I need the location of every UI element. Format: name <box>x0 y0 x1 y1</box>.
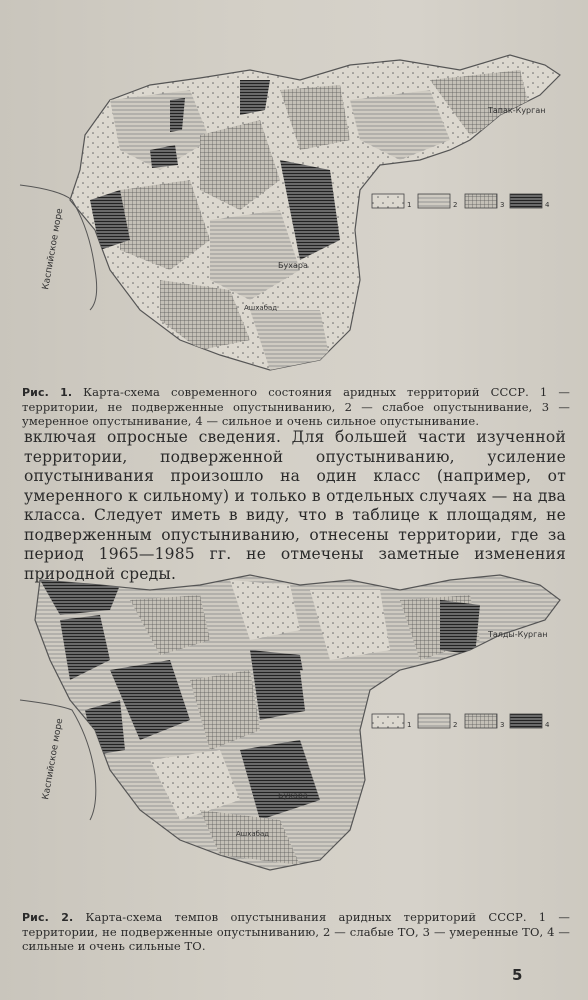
figure2-legend-swatch-4 <box>510 714 542 728</box>
figure2-city-mid: Бухара <box>278 791 308 800</box>
figure2-legend-label-4: 4 <box>545 721 550 729</box>
figure2-map-svg <box>0 560 588 900</box>
figure2-legend-swatch-3 <box>465 714 497 728</box>
figure2-legend-label-2: 2 <box>453 721 458 729</box>
figure1-legend-swatch-3 <box>465 194 497 208</box>
figure1-city-top: Тапак-Курган <box>488 106 546 115</box>
figure1-map <box>0 40 588 380</box>
body-paragraph: включая опросные сведения. Для большей части изученной территории, подверженной опустыниванию, усиление опустынивания произошло на один класс (например, от умеренного к сильному) и только в отдельных случаях — на два класса. Следует иметь в виду, что в таблице к площадям, не подверженным опустыниванию, отнесены территории, где за период 1965—1985 гг. не отмечены заметные изменения природной среды. <box>24 428 566 583</box>
figure1-city-mid: Бухара <box>278 261 308 270</box>
figure1-sea-label: Каспийское море <box>41 207 66 291</box>
figure2-city-bottom: Ашхабад <box>236 830 270 838</box>
figure1-legend-swatch-4 <box>510 194 542 208</box>
figure2-map <box>0 560 588 900</box>
figure1-legend <box>372 194 550 209</box>
page-number: 5 <box>512 966 523 984</box>
figure1-city-bottom: Ашхабад <box>244 304 278 312</box>
figure1-map-svg <box>0 40 588 380</box>
figure2-legend-swatch-2 <box>418 714 450 728</box>
figure1-legend-label-3: 3 <box>500 201 505 209</box>
figure1-caption-text: Карта-схема современного состояния аридных территорий СССР. 1 — территории, не подверженные опустыниванию, 2 — слабое опустынивание, 3 — умеренное опустынивание, 4 — сильное и очень сильное опустынивание. <box>22 385 570 428</box>
figure2-legend-label-1: 1 <box>407 721 412 729</box>
figure2-caption-label: Рис. 2. <box>22 911 74 924</box>
figure1-legend-label-2: 2 <box>453 201 458 209</box>
figure2-sea-label: Каспийское море <box>41 717 66 801</box>
figure1-legend-label-4: 4 <box>545 201 550 209</box>
figure2-legend <box>372 714 550 729</box>
figure2-legend-label-3: 3 <box>500 721 505 729</box>
figure2-caption <box>22 910 570 953</box>
figure1-legend-label-1: 1 <box>407 201 412 209</box>
figure2-legend-swatch-1 <box>372 714 404 728</box>
figure1-legend-swatch-2 <box>418 194 450 208</box>
figure2-city-top: Талды-Курган <box>488 630 548 639</box>
figure1-legend-swatch-1 <box>372 194 404 208</box>
figure2-caption-text: Карта-схема темпов опустынивания аридных территорий СССР. 1 — территории, не подверженные опустыниванию, 2 — слабые ТО, 3 — умеренные ТО, 4 — сильные и очень сильные ТО. <box>22 910 570 953</box>
figure1-caption-label: Рис. 1. <box>22 386 73 399</box>
figure1-caption <box>22 385 570 428</box>
